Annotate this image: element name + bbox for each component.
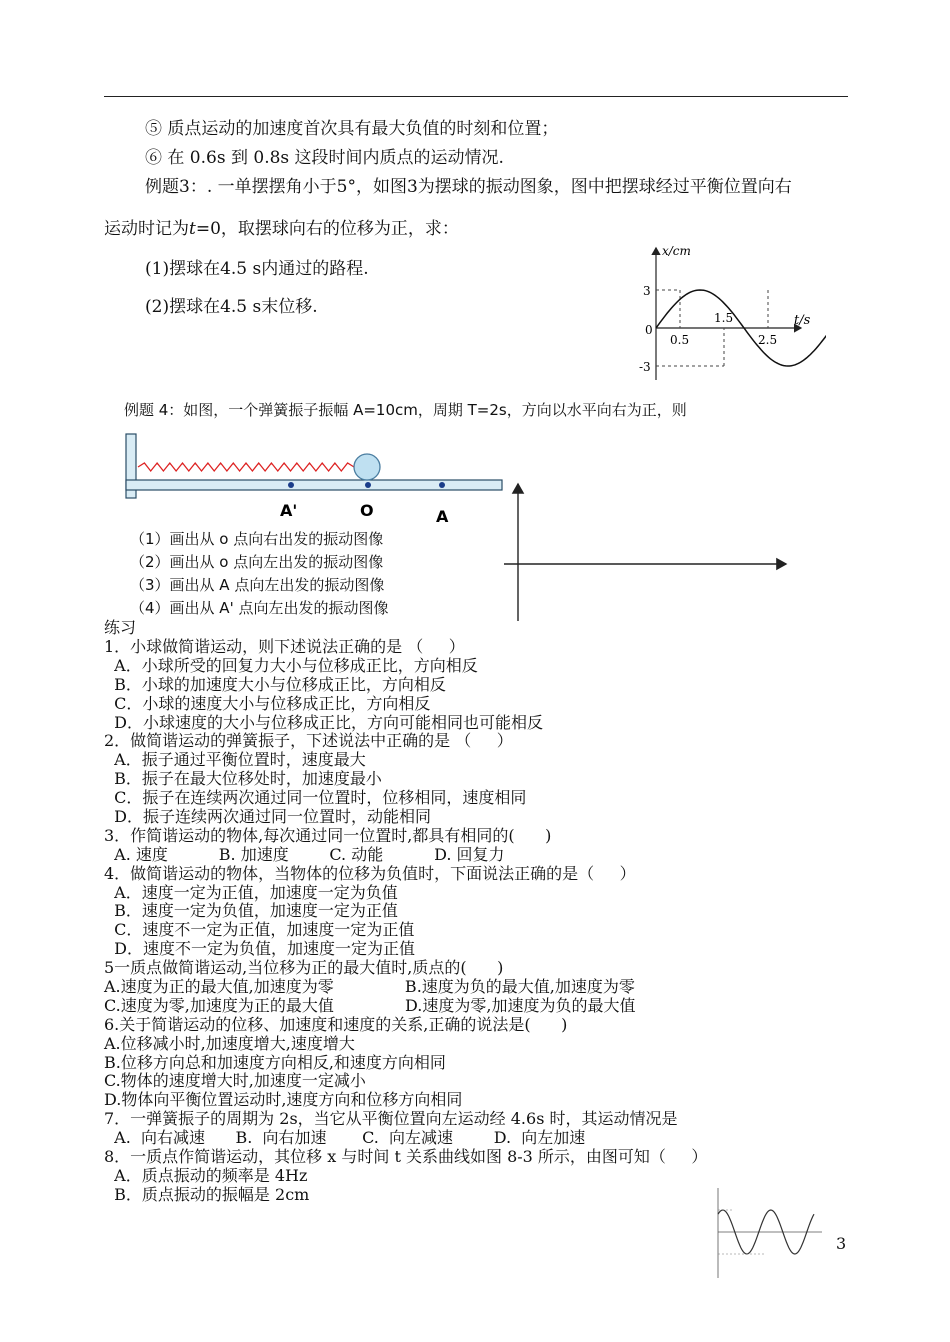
t-variable: t (189, 219, 196, 239)
label-o: O (360, 501, 374, 520)
practice-line: A. 向右减速 B. 向右加速 C. 向左减速 D. 向左加速 (104, 1128, 586, 1148)
practice-line: B．速度一定为负值，加速度一定为正值 (104, 901, 398, 921)
example-4-item: （4）画出从 A' 点向左出发的振动图像 (130, 599, 389, 617)
x-tick-0-5: 0.5 (670, 333, 690, 347)
question-5: ⑤ 质点运动的加速度首次具有最大负值的时刻和位置； (145, 119, 559, 139)
x-tick-1-5: 1.5 (714, 311, 734, 325)
example-4-item: （3）画出从 A 点向左出发的振动图像 (130, 576, 385, 594)
example-4-title: 例题 4：如图，一个弹簧振子振幅 A=10cm，周期 T=2s，方向以水平向右为正，则 (124, 401, 687, 419)
point-a (439, 482, 445, 488)
practice-line: C．振子在连续两次通过同一位置时，位移相同，速度相同 (104, 788, 527, 808)
point-a-prime (288, 482, 294, 488)
practice-line: D．振子连续两次通过同一位置时，动能相同 (104, 807, 432, 827)
text-segment: 运动时记为 (104, 219, 189, 239)
example-3-q1: (1)摆球在4.5 s内通过的路程. (145, 259, 369, 279)
practice-list (104, 638, 707, 1205)
example-4-item: （2）画出从 o 点向左出发的振动图像 (130, 553, 384, 571)
practice-line: A.速度为正的最大值,加速度为零 B.速度为负的最大值,加速度为零 (104, 977, 635, 997)
practice-line: 2．做简谐运动的弹簧振子，下述说法中正确的是 （ ） (104, 731, 513, 751)
practice-line: A．小球所受的回复力大小与位移成正比，方向相反 (104, 655, 478, 675)
practice-line: 4．做简谐运动的物体，当物体的位移为负值时，下面说法正确的是（ ） (104, 863, 636, 883)
x-axis-label: t/s (794, 313, 811, 328)
practice-line: B．小球的加速度大小与位移成正比，方向相反 (104, 674, 446, 694)
practice-line: C．速度不一定为正值，加速度一定为正值 (104, 920, 415, 940)
label-a-prime: A' (280, 501, 298, 520)
oscillation-graph (636, 238, 826, 388)
practice-line: 6.关于简谐运动的位移、加速度和速度的关系,正确的说法是( ) (104, 1014, 568, 1034)
header-rule (104, 96, 848, 97)
text-segment: =0，取摆球向右的位移为正，求： (195, 219, 459, 239)
practice-line: B．振子在最大位移处时，加速度最小 (104, 769, 382, 789)
x-tick-2-5: 2.5 (758, 333, 778, 347)
practice-line: C.物体的速度增大时,加速度一定减小 (104, 1071, 366, 1091)
question-6: ⑥ 在 0.6s 到 0.8s 这段时间内质点的运动情况. (145, 148, 504, 168)
label-a: A (436, 507, 449, 526)
example-3-q2: (2)摆球在4.5 s末位移. (145, 297, 318, 317)
spring (138, 463, 354, 471)
y-axis-label: x/cm (662, 244, 691, 258)
y-tick-minus-3: -3 (639, 360, 651, 374)
example-3-line-1: 例题3：. 一单摆摆角小于5°，如图3为摆球的振动图象，图中把摆球经过平衡位置向右 (145, 177, 792, 197)
practice-line: A.位移减小时,加速度增大,速度增大 (104, 1033, 355, 1053)
practice-line: 5一质点做简谐运动,当位移为正的最大值时,质点的( ) (104, 958, 504, 978)
practice-line: A. 速度 B. 加速度 C. 动能 D. 回复力 (104, 844, 505, 864)
practice-line: A．振子通过平衡位置时，速度最大 (104, 750, 366, 770)
example-4-items (130, 528, 388, 620)
page-number: 3 (836, 1234, 847, 1253)
practice-line: A．速度一定为正值，加速度一定为负值 (104, 882, 398, 902)
practice-line: 7．一弹簧振子的周期为 2s，当它从平衡位置向左运动经 4.6s 时，其运动情况是 (104, 1109, 678, 1129)
point-o (365, 482, 371, 488)
practice-line: A．质点振动的频率是 4Hz (104, 1165, 308, 1185)
ball (354, 454, 380, 480)
practice-line: 8．一质点作简谐运动，其位移 x 与时间 t 关系曲线如图 8-3 所示，由图可知（ ） (104, 1147, 708, 1167)
practice-line: B.位移方向总和加速度方向相反,和速度方向相同 (104, 1052, 446, 1072)
origin-label: 0 (645, 323, 653, 337)
y-tick-3: 3 (643, 284, 651, 298)
blank-answer-axes (500, 476, 800, 626)
practice-line: 1．小球做简谐运动，则下述说法正确的是 （ ） (104, 637, 465, 656)
spring-oscillator-diagram (120, 428, 510, 528)
practice-line: C．小球的速度大小与位移成正比，方向相反 (104, 693, 431, 713)
practice-line: C.速度为零,加速度为正的最大值 D.速度为零,加速度为负的最大值 (104, 995, 636, 1015)
practice-line: D．速度不一定为负值，加速度一定为正值 (104, 939, 416, 959)
practice-heading: 练习 (104, 618, 137, 637)
example-4-item: （1）画出从 o 点向右出发的振动图像 (130, 530, 384, 548)
practice-line: 3．作简谐运动的物体,每次通过同一位置时,都具有相同的( ) (104, 825, 552, 845)
practice-line: D．小球速度的大小与位移成正比，方向可能相同也可能相反 (104, 712, 544, 732)
practice-line: D.物体向平衡位置运动时,速度方向和位移方向相同 (104, 1090, 463, 1110)
figure-8-3-thumbnail (706, 1182, 826, 1282)
practice-line: B．质点振动的振幅是 2cm (104, 1184, 310, 1204)
rail (126, 480, 502, 490)
example-3-line-2 (104, 218, 459, 240)
